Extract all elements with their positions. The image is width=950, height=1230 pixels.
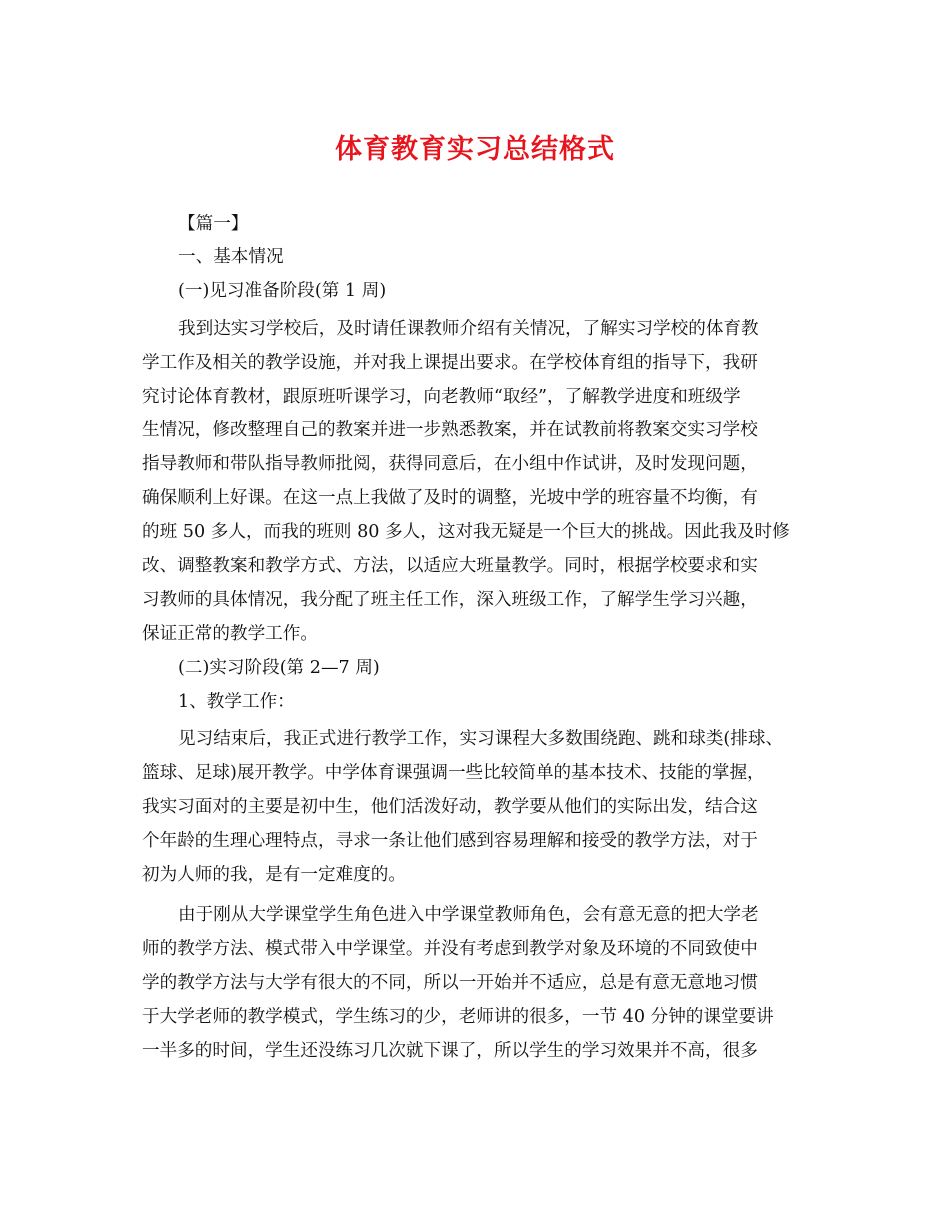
document-title: 体育教育实习总结格式 <box>335 134 615 165</box>
paragraph-line: 我到达实习学校后，及时请任课教师介绍有关情况，了解实习学校的体育教 <box>178 319 759 339</box>
paragraph-line: 由于刚从大学课堂学生角色进入中学课堂教师角色，会有意无意的把大学老 <box>178 905 759 925</box>
section-heading: 【篇一】 <box>178 214 249 234</box>
paragraph-line: 学的教学方法与大学有很大的不同，所以一开始并不适应，总是有意无意地习惯 <box>142 973 758 993</box>
paragraph-line: 师的教学方法、模式带入中学课堂。并没有考虑到教学对象及环境的不同致使中 <box>142 939 758 959</box>
paragraph-line: 保证正常的教学工作。 <box>142 624 318 644</box>
paragraph-line: 个年龄的生理心理特点，寻求一条让他们感到容易理解和接受的教学方法，对于 <box>142 831 758 851</box>
section-heading: (一)见习准备阶段(第 1 周) <box>178 281 387 301</box>
paragraph-line: 改、调整教案和教学方式、方法，以适应大班量教学。同时，根据学校要求和实 <box>142 556 758 576</box>
paragraph-line: 习教师的具体情况，我分配了班主任工作，深入班级工作，了解学生学习兴趣， <box>142 590 758 610</box>
paragraph-line: 的班 50 多人，而我的班则 80 多人，这对我无疑是一个巨大的挑战。因此我及时修 <box>142 522 790 542</box>
paragraph-line: 初为人师的我，是有一定难度的。 <box>142 865 406 885</box>
paragraph-line: 见习结束后，我正式进行教学工作，实习课程大多数围绕跑、跳和球类(排球、 <box>178 729 784 749</box>
paragraph-line: 一半多的时间，学生还没练习几次就下课了，所以学生的学习效果并不高，很多 <box>142 1041 758 1061</box>
paragraph-line: 生情况，修改整理自己的教案并进一步熟悉教案，并在试教前将教案交实习学校 <box>142 420 758 440</box>
paragraph-line: 学工作及相关的教学设施，并对我上课提出要求。在学校体育组的指导下，我研 <box>142 353 758 373</box>
paragraph-line: 指导教师和带队指导教师批阅，获得同意后，在小组中作试讲，及时发现问题， <box>142 454 758 474</box>
section-heading: 一、基本情况 <box>178 247 284 267</box>
paragraph-line: 于大学老师的教学模式，学生练习的少，老师讲的很多，一节 40 分钟的课堂要讲 <box>142 1007 774 1027</box>
section-heading: 1、教学工作： <box>178 692 295 712</box>
paragraph-line: 篮球、足球)展开教学。中学体育课强调一些比较简单的基本技术、技能的掌握， <box>142 763 765 783</box>
section-heading: (二)实习阶段(第 2—7 周) <box>178 658 380 678</box>
paragraph-line: 我实习面对的主要是初中生，他们活泼好动，教学要从他们的实际出发，结合这 <box>142 797 758 817</box>
paragraph-line: 究讨论体育教材，跟原班听课学习，向老教师“取经”，了解教学进度和班级学 <box>142 387 741 407</box>
paragraph-line: 确保顺利上好课。在这一点上我做了及时的调整，光坡中学的班容量不均衡，有 <box>142 488 758 508</box>
